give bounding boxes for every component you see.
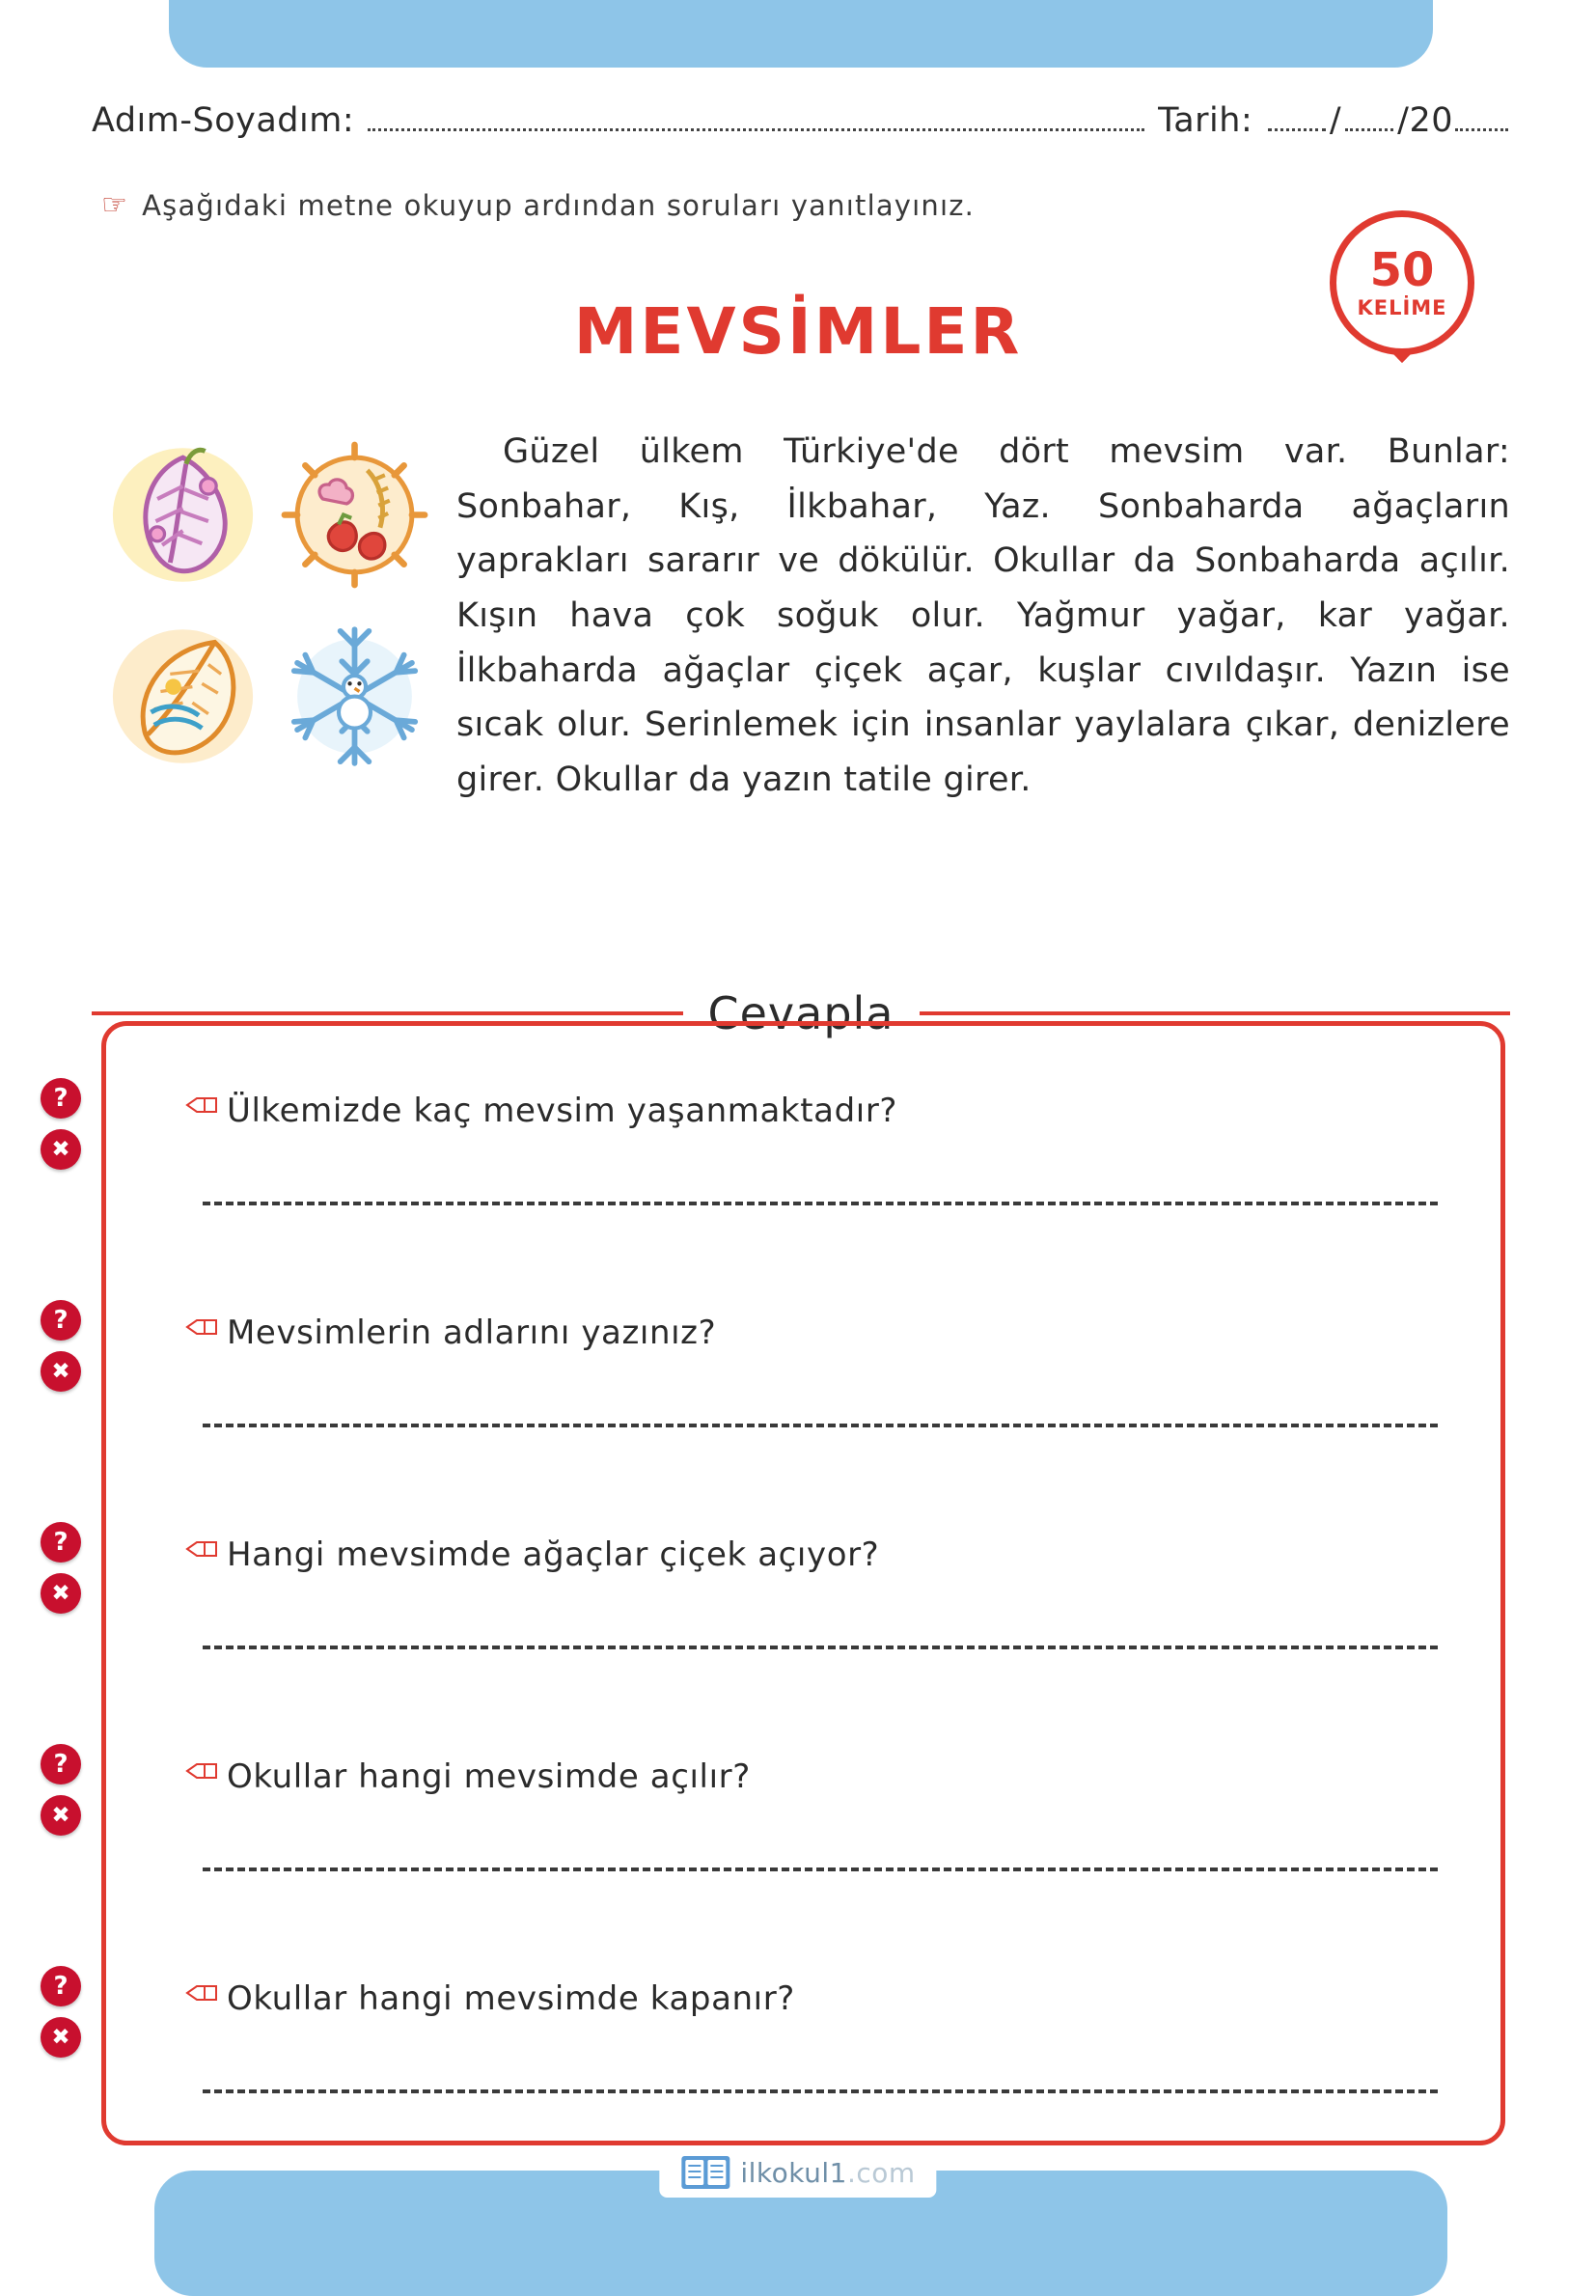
- question-item: [51, 1925, 1505, 2147]
- question-text: Ülkemizde kaç mevsim yaşanmaktadır?: [227, 1092, 898, 1130]
- date-field[interactable]: [1158, 101, 1510, 140]
- question-item: [51, 1259, 1505, 1481]
- answer-line[interactable]: [203, 1867, 1438, 1871]
- date-separator-2: /20: [1397, 101, 1453, 140]
- question-item: [51, 1481, 1505, 1703]
- date-label: Tarih:: [1158, 101, 1253, 140]
- word-count-number: 50: [1369, 242, 1435, 297]
- name-label: Adım-Soyadım:: [92, 101, 355, 140]
- pin-circle: [1330, 210, 1474, 355]
- footer-brand-name: ilkokul1: [740, 2156, 847, 2189]
- questions-list: [51, 1037, 1505, 2147]
- divider-right: [920, 1011, 1511, 1015]
- date-separator-1: /: [1329, 101, 1342, 140]
- instruction-text: Aşağıdaki metne okuyup ardından soruları yanıtlayınız.: [142, 188, 976, 222]
- question-text: Mevsimlerin adlarını yazınız?: [227, 1314, 717, 1352]
- question-text: Okullar hangi mevsimde açılır?: [227, 1757, 751, 1796]
- page-title: MEVSİMLER: [573, 294, 1023, 369]
- question-item: [51, 1037, 1505, 1259]
- question-mark-badge: ?: [41, 1966, 81, 2006]
- date-day-blank[interactable]: [1268, 128, 1326, 131]
- pen-bullet-icon: [183, 1980, 222, 2006]
- top-decorative-bar: [169, 0, 1433, 68]
- question-mark-badge: ?: [41, 1300, 81, 1341]
- question-mark-badge: ?: [41, 1744, 81, 1784]
- answer-line[interactable]: [203, 1646, 1438, 1649]
- footer-brand: [740, 2157, 915, 2189]
- date-year-blank[interactable]: [1455, 128, 1508, 131]
- cross-mark-badge: ✖: [41, 1351, 81, 1392]
- spring-leaf-illustration: [103, 430, 262, 599]
- cross-mark-badge: ✖: [41, 1129, 81, 1170]
- illustration-group: [92, 430, 439, 816]
- pointing-hand-icon: ☞: [101, 188, 129, 222]
- instruction-row: [101, 188, 975, 222]
- passage-text: Güzel ülkem Türkiye'de dört mevsim var. Bunlar: Sonbahar, Kış, İlkbahar, Yaz. Sonbaharda ağaçların yaprakları sararır ve dökülür. Okullar da Sonbaharda açılır. Kışın hava çok soğuk olur. Yağmur yağar, kar yağar. İlkbaharda ağaçlar çiçek açar, kuşlar cıvıldaşır. Yazın ise sıcak olur. Serinlemek için insanlar yaylalara çıkar, denizlere girer. Okullar da yazın tatile girer.: [456, 432, 1510, 800]
- question-text: Okullar hangi mevsimde kapanır?: [227, 1979, 795, 2018]
- student-header-row: [92, 101, 1510, 140]
- pen-bullet-icon: [183, 1093, 222, 1118]
- pen-bullet-icon: [183, 1758, 222, 1784]
- cross-mark-badge: ✖: [41, 2017, 81, 2058]
- word-count-unit: KELİME: [1357, 295, 1447, 319]
- pen-bullet-icon: [183, 1314, 222, 1340]
- answer-line[interactable]: [203, 1202, 1438, 1205]
- cross-mark-badge: ✖: [41, 1795, 81, 1836]
- date-month-blank[interactable]: [1345, 128, 1393, 131]
- pen-bullet-icon: [183, 1536, 222, 1562]
- autumn-harvest-illustration: [275, 430, 434, 599]
- answer-line[interactable]: [203, 1424, 1438, 1427]
- question-mark-badge: ?: [41, 1522, 81, 1563]
- name-input-line[interactable]: [368, 127, 1144, 131]
- divider-left: [92, 1011, 683, 1015]
- answers-heading: Cevapla: [707, 987, 894, 1039]
- open-book-icon: [680, 2153, 730, 2192]
- footer-brand-suffix: .com: [846, 2156, 916, 2189]
- winter-snowflake-illustration: [275, 612, 434, 781]
- footer-branding: [659, 2147, 936, 2198]
- question-item: [51, 1703, 1505, 1925]
- word-count-badge: [1330, 210, 1484, 403]
- reading-passage: [92, 425, 1510, 816]
- question-text: Hangi mevsimde ağaçlar çiçek açıyor?: [227, 1535, 880, 1574]
- answer-line[interactable]: [203, 2089, 1438, 2093]
- cross-mark-badge: ✖: [41, 1573, 81, 1614]
- summer-beach-leaf-illustration: [103, 612, 262, 781]
- question-mark-badge: ?: [41, 1078, 81, 1119]
